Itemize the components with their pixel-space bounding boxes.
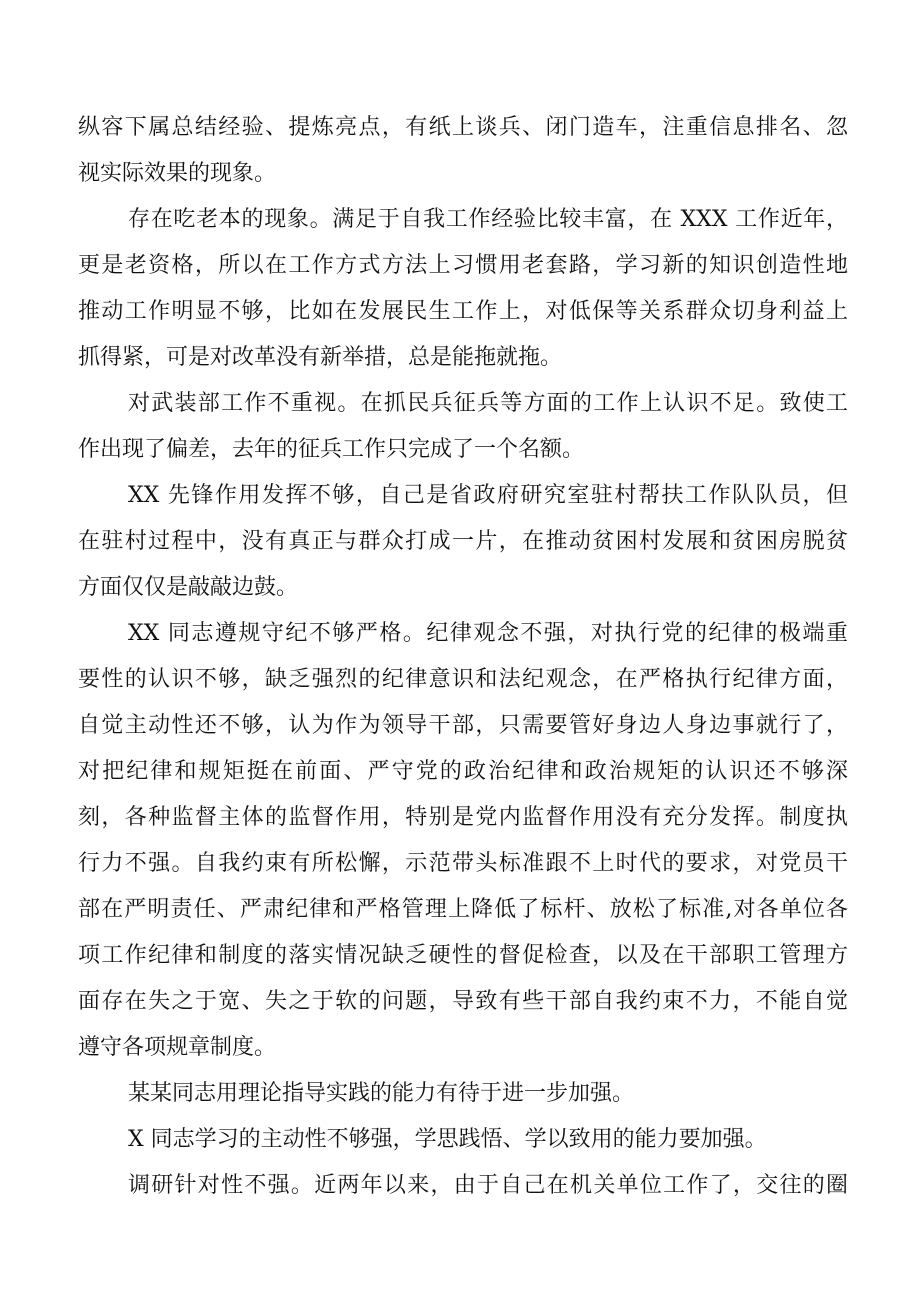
text-line: 纵容下属总结经验、提炼亮点，有纸上谈兵、闭门造车，注重信息排名、忽 (78, 115, 848, 140)
text-line: 存在吃老本的现象。满足于自我工作经验比较丰富，在 XXX 工作近年， (128, 207, 848, 232)
text-line: 视实际效果的现象。 (78, 161, 277, 186)
text-line: X 同志学习的主动性不够强，学思践悟、学以致用的能力要加强。 (128, 1127, 767, 1152)
text-line: 方面仅仅是敲敲边鼓。 (78, 575, 299, 600)
text-line: 更是老资格，所以在工作方式方法上习惯用老套路，学习新的知识创造性地 (78, 253, 848, 278)
text-line: 抓得紧，可是对改革没有新举措，总是能拖就拖。 (78, 345, 563, 370)
text-line: 自觉主动性还不够，认为作为领导干部，只需要管好身边人身边事就行了， (78, 713, 848, 738)
text-line: 遵守各项规章制度。 (78, 1035, 277, 1060)
text-line: 项工作纪律和制度的落实情况缺乏硬性的督促检查，以及在干部职工管理方 (78, 943, 848, 968)
text-line: 对把纪律和规矩挺在前面、严守党的政治纪律和政治规矩的认识还不够深 (78, 759, 848, 784)
text-line: 推动工作明显不够，比如在发展民生工作上，对低保等关系群众切身利益上 (78, 299, 848, 324)
text-line: 作出现了偏差，去年的征兵工作只完成了一个名额。 (78, 437, 585, 462)
text-line: 某某同志用理论指导实践的能力有待于进一步加强。 (128, 1081, 635, 1106)
text-line: 刻，各种监督主体的监督作用，特别是党内监督作用没有充分发挥。制度执 (78, 805, 848, 830)
text-line: 行力不强。自我约束有所松懈，示范带头标准跟不上时代的要求，对党员干 (78, 851, 848, 876)
text-line: XX 先锋作用发挥不够，自己是省政府研究室驻村帮扶工作队队员，但 (128, 483, 848, 508)
text-line: 对武装部工作不重视。在抓民兵征兵等方面的工作上认识不足。致使工 (128, 391, 848, 416)
text-line: 调研针对性不强。近两年以来，由于自己在机关单位工作了，交往的圈 (128, 1173, 848, 1198)
text-line: 要性的认识不够，缺乏强烈的纪律意识和法纪观念，在严格执行纪律方面， (78, 667, 848, 692)
text-line: 部在严明责任、严肃纪律和严格管理上降低了标杆、放松了标准,对各单位各 (78, 897, 848, 922)
text-line: 在驻村过程中，没有真正与群众打成一片，在推动贫困村发展和贫困房脱贫 (78, 529, 848, 554)
text-line: XX 同志遵规守纪不够严格。纪律观念不强，对执行党的纪律的极端重 (128, 621, 848, 646)
text-line: 面存在失之于宽、失之于软的问题，导致有些干部自我约束不力，不能自觉 (78, 989, 848, 1014)
